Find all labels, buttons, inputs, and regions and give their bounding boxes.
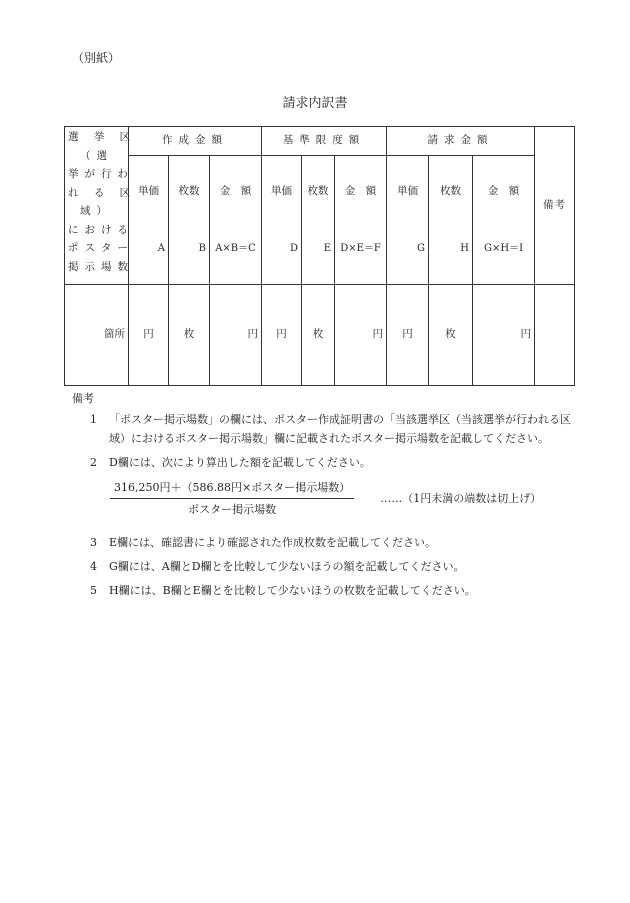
col-header <box>129 156 169 284</box>
col-label: 金 額 <box>487 185 520 198</box>
notes-section <box>72 389 572 605</box>
col-letter: D <box>289 243 299 255</box>
unit-cell: 円 <box>473 284 535 385</box>
unit-cell: 枚 <box>429 284 473 385</box>
col-label: 単価 <box>271 185 293 198</box>
header-line: 域） <box>80 205 113 218</box>
group-header-claim-amount: 請求金額 <box>387 127 535 156</box>
unit-cell: 円 <box>335 284 387 385</box>
formula-denominator: ポスター掲示場数 <box>188 503 277 516</box>
note-text: H欄には、B欄とE欄とを比較して少ないほうの枚数を記載してください。 <box>109 584 476 597</box>
formula-fraction <box>110 478 354 519</box>
col-letter: B <box>198 243 206 255</box>
col-label: 金 額 <box>344 185 377 198</box>
electoral-district-header <box>65 127 137 285</box>
col-header <box>262 156 302 284</box>
note-item <box>72 453 572 472</box>
col-letter: G <box>417 243 426 255</box>
group-header-creation-amount: 作成金額 <box>129 127 262 156</box>
note-text: 「ポスター掲示場数」の欄には、ポスター作成証明書の「当該選挙区（当該選挙が行われる区域）におけるポスター掲示場数」欄に記載されたポスター掲示場数を記載してください。 <box>109 413 571 445</box>
formula-rounding-note: ……（1円未満の端数は切上げ） <box>380 492 542 505</box>
col-header <box>335 156 387 284</box>
col-header <box>429 156 473 284</box>
col-letter: D×E＝F <box>340 243 381 255</box>
header-line: れ る 区 <box>68 186 137 199</box>
unit-cell: 円 <box>262 284 302 385</box>
col-label: 単価 <box>138 185 159 198</box>
col-header <box>210 156 262 284</box>
unit-cell: 箇所 <box>65 284 129 385</box>
header-line: における <box>68 223 134 236</box>
breakdown-table <box>64 126 575 386</box>
entry-row <box>65 284 575 385</box>
col-header <box>302 156 335 284</box>
note-item <box>72 557 572 576</box>
col-header <box>169 156 210 284</box>
note-text: D欄には、次により算出した額を記載してください。 <box>109 456 371 469</box>
notes-label: 備考 <box>72 392 94 405</box>
group-header-standard-limit: 基準限度額 <box>262 127 387 156</box>
note-number: 3 <box>90 536 97 549</box>
col-letter: A×B＝C <box>215 243 256 255</box>
attachment-label: （別紙） <box>72 51 121 65</box>
col-label: 枚数 <box>307 185 329 198</box>
note-number: 1 <box>90 413 97 426</box>
unit-cell: 枚 <box>169 284 210 385</box>
note-number: 2 <box>90 456 97 469</box>
note-number: 5 <box>90 584 97 597</box>
unit-cell: 円 <box>129 284 169 385</box>
note-item <box>72 410 572 448</box>
header-line: （選 <box>80 149 113 162</box>
calculation-formula <box>110 478 572 519</box>
col-letter: H <box>460 243 470 255</box>
unit-cell: 円 <box>210 284 262 385</box>
col-letter: E <box>323 243 332 255</box>
unit-cell: 円 <box>387 284 429 385</box>
document-title: 請求内訳書 <box>282 96 348 111</box>
header-line: 選 挙 区 <box>68 131 137 144</box>
note-item <box>72 533 572 552</box>
formula-numerator: 316,250円＋（586.88円×ポスター掲示場数） <box>110 478 354 499</box>
col-header <box>473 156 535 284</box>
col-letter: G×H＝I <box>484 243 524 255</box>
note-text: E欄には、確認書により確認された作成枚数を記載してください。 <box>109 536 437 549</box>
header-line: 掲示場数 <box>68 260 134 273</box>
col-label: 単価 <box>397 185 419 198</box>
note-item <box>72 581 572 600</box>
col-label: 金 額 <box>219 185 252 198</box>
col-label: 枚数 <box>440 185 462 198</box>
unit-cell: 枚 <box>302 284 335 385</box>
remarks-header: 備考 <box>535 127 575 285</box>
col-letter: A <box>157 243 165 255</box>
col-header <box>387 156 429 284</box>
col-label: 枚数 <box>178 185 200 198</box>
note-number: 4 <box>90 560 97 573</box>
note-text: G欄には、A欄とD欄とを比較して少ないほうの額を記載してください。 <box>109 560 465 573</box>
remarks-cell <box>535 284 575 385</box>
header-line: ポスター <box>68 242 134 255</box>
header-line: 挙が行わ <box>68 168 134 181</box>
